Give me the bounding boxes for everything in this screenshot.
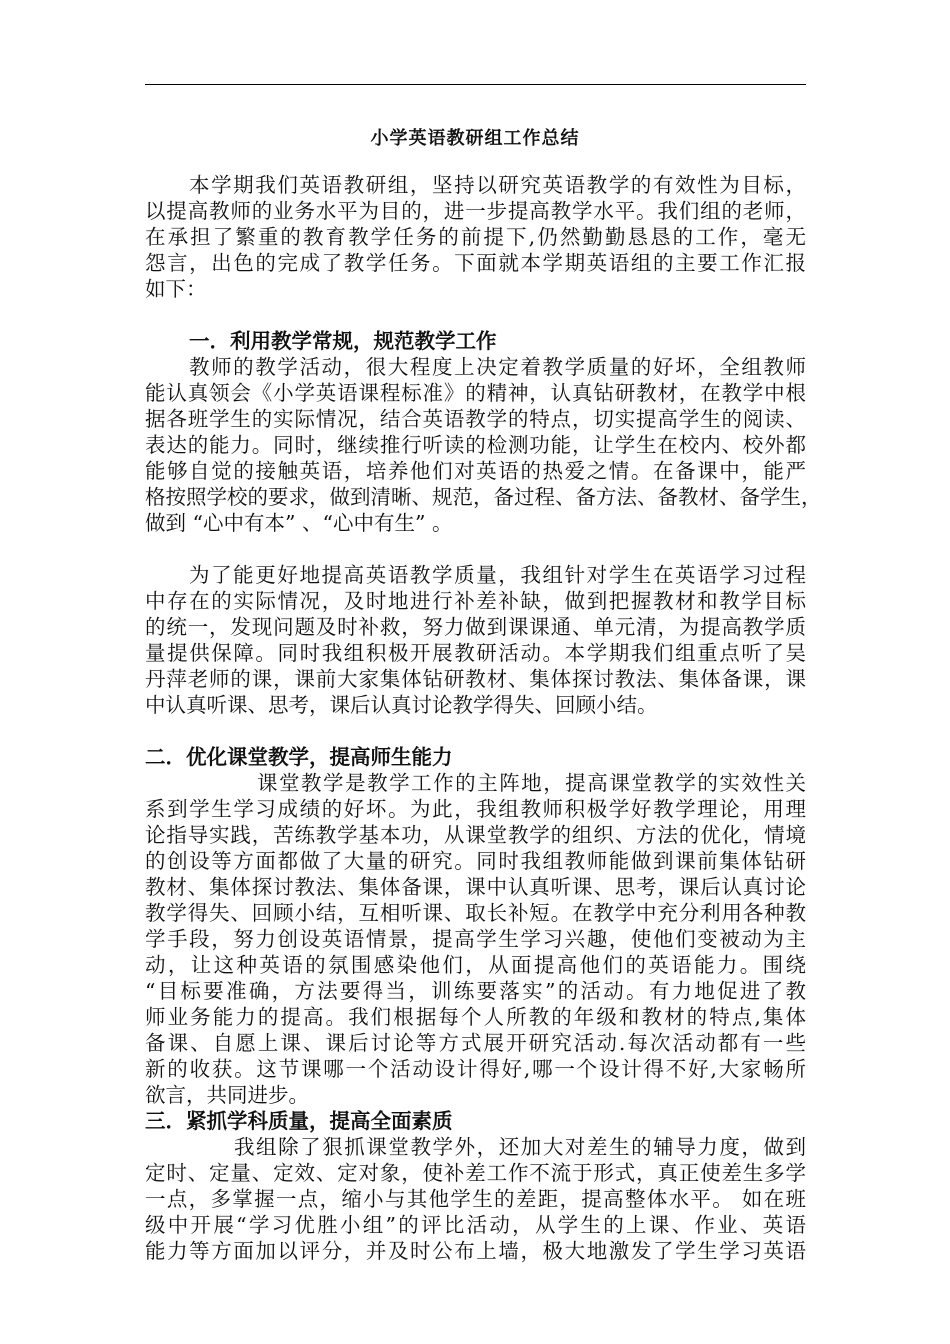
body-line: 中存在的实际情况，及时地进行补差补缺，做到把握教材和教学目标: [145, 589, 806, 613]
body-line: “目标要准确，方法要得当，训练要落实”的活动。有力地促进了教: [145, 979, 806, 1003]
body-line: 备课、自愿上课、课后讨论等方式展开研究活动.每次活动都有一些: [145, 1031, 806, 1055]
body-line: 学手段，努力创设英语情景，提高学生学习兴趣，使他们变被动为主: [145, 927, 806, 951]
body-line: 动，让这种英语的氛围感染他们，从面提高他们的英语能力。围绕: [145, 953, 806, 977]
body-line: 教材、集体探讨教法、集体备课，课中认真听课、思考，课后认真讨论: [145, 875, 806, 899]
body-line: 表达的能力。同时，继续推行听读的检测功能，让学生在校内、校外都: [145, 433, 806, 457]
section-heading: 三．紧抓学科质量，提高全面素质: [145, 1109, 453, 1133]
body-line: 新的收获。这节课哪一个活动设计得好,哪一个设计得不好,大家畅所: [145, 1057, 806, 1081]
body-line: 的创设等方面都做了大量的研究。同时我组教师能做到课前集体钻研: [145, 849, 806, 873]
body-line: 能认真领会《小学英语课程标准》的精神，认真钻研教材，在教学中根: [145, 381, 806, 405]
body-line: 本学期我们英语教研组，坚持以研究英语教学的有效性为目标，: [189, 173, 806, 197]
body-line: 丹萍老师的课，课前大家集体钻研教材、集体探讨教法、集体备课，课: [145, 667, 806, 691]
body-line: 定时、定量、定效、定对象，使补差工作不流于形式，真正使差生多学: [145, 1161, 806, 1185]
section-heading: 二．优化课堂教学，提高师生能力: [145, 745, 453, 769]
section-heading: 一．利用教学常规，规范教学工作: [189, 329, 497, 353]
body-line: 量提供保障。同时我组积极开展教研活动。本学期我们组重点听了吴: [145, 641, 806, 665]
body-line: 课堂教学是教学工作的主阵地，提高课堂教学的实效性关: [257, 771, 806, 795]
body-line: 格按照学校的要求，做到清晰、规范，备过程、备方法、备教材、备学生，: [145, 485, 822, 509]
body-line: 据各班学生的实际情况，结合英语教学的特点，切实提高学生的阅读、: [145, 407, 806, 431]
body-line: 在承担了繁重的教育教学任务的前提下,仍然勤勤恳恳的工作，毫无: [145, 225, 806, 249]
body-line: 师业务能力的提高。我们根据每个人所教的年级和教材的特点,集体: [145, 1005, 806, 1029]
body-line: 以提高教师的业务水平为目的，进一步提高教学水平。我们组的老师，: [145, 199, 806, 223]
body-line: 为了能更好地提高英语教学质量，我组针对学生在英语学习过程: [189, 563, 806, 587]
body-line: 级中开展“学习优胜小组”的评比活动，从学生的上课、作业、英语: [145, 1213, 806, 1237]
body-line: 欲言，共同进步。: [145, 1083, 309, 1107]
body-line: 中认真听课、思考，课后认真讨论教学得失、回顾小结。: [145, 693, 658, 717]
body-line: 论指导实践，苦练教学基本功，从课堂教学的组织、方法的优化，情境: [145, 823, 806, 847]
body-line: 做到 “心中有本” 、“心中有生” 。: [145, 511, 453, 535]
body-line: 系到学生学习成绩的好坏。为此，我组教师积极学好教学理论，用理: [145, 797, 806, 821]
body-line: 的统一，发现问题及时补救，努力做到课课通、单元清，为提高教学质: [145, 615, 806, 639]
body-line: 怨言，出色的完成了教学任务。下面就本学期英语组的主要工作汇报: [145, 251, 806, 275]
body-line: 一点，多掌握一点，缩小与其他学生的差距，提高整体水平。 如在班: [145, 1187, 806, 1211]
body-line: 教师的教学活动，很大程度上决定着教学质量的好坏，全组教师: [189, 355, 806, 379]
header-rule: [145, 84, 806, 85]
document-title: 小学英语教研组工作总结: [370, 128, 580, 149]
body-line: 如下：: [145, 277, 207, 301]
body-line: 能力等方面加以评分，并及时公布上墙，极大地激发了学生学习英语: [145, 1239, 806, 1263]
body-line: 教学得失、回顾小结，互相听课、取长补短。在教学中充分利用各种教: [145, 901, 806, 925]
body-line: 我组除了狠抓课堂教学外，还加大对差生的辅导力度，做到: [234, 1135, 806, 1159]
body-line: 能够自觉的接触英语，培养他们对英语的热爱之情。在备课中，能严: [145, 459, 806, 483]
